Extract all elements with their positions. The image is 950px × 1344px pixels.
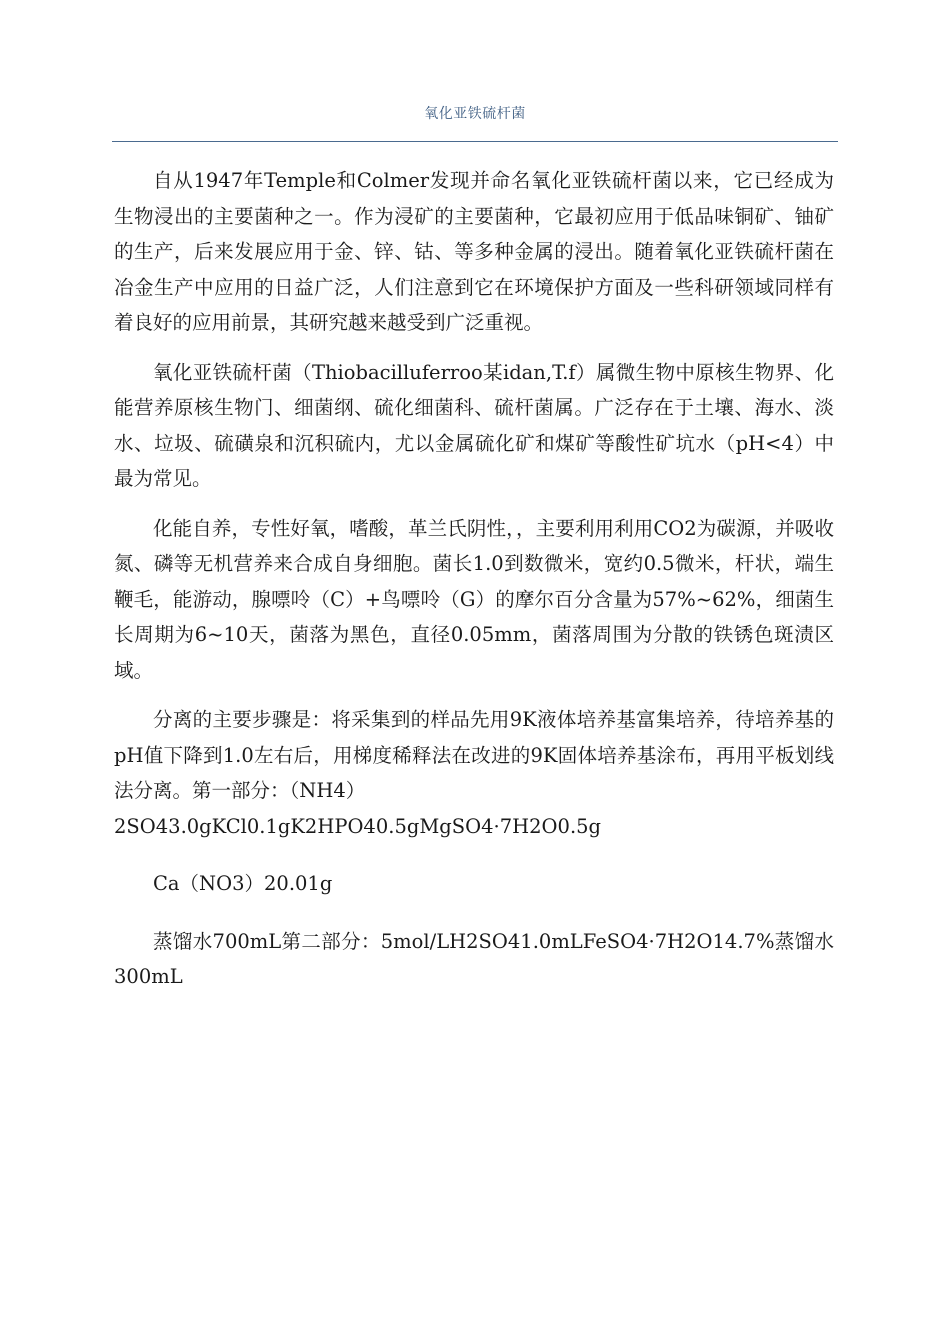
paragraph-isolation-steps: 分离的主要步骤是：将采集到的样品先用9K液体培养基富集培养，待培养基的pH值下降到1.0左右后，用梯度稀释法在改进的9K固体培养基涂布，再用平板划线法分离。第一部分：（NH4） [114, 708, 834, 802]
paragraph-history: 自从1947年Temple和Colmer发现并命名氧化亚铁硫杆菌以来，它已经成为生物浸出的主要菌种之一。作为浸矿的主要菌种，它最初应用于低品味铜矿、铀矿的生产，后来发展应用于金、锌、钴、等多种金属的浸出。随着氧化亚铁硫杆菌在冶金生产中应用的日益广泛，人们注意到它在环境保护方面及一些科研领域同样有着良好的应用前景，其研究越来越受到广泛重视。 [114, 169, 834, 334]
page-header-title: 氧化亚铁硫杆菌 [424, 106, 526, 122]
paragraph-formula-part2: 蒸馏水700mL第二部分：5mol/LH2SO41.0mLFeSO4·7H2O14.7%蒸馏水300mL [114, 929, 834, 988]
paragraph-formula-calcium: Ca（NO3）20.01g [153, 872, 333, 895]
paragraph-classification: 氧化亚铁硫杆菌（Thiobacilluferroo某idan,T.f）属微生物中原核生物界、化能营养原核生物门、细菌纲、硫化细菌科、硫杆菌属。广泛存在于土壤、海水、淡水、垃圾、硫磺泉和沉积硫内，尤以金属硫化矿和煤矿等酸性矿坑水（pH<4）中最为常见。 [114, 360, 834, 490]
paragraph-characteristics: 化能自养，专性好氧，嗜酸，革兰氏阴性，，主要利用利用CO2为碳源，并吸收氮、磷等无机营养来合成自身细胞。菌长1.0到数微米，宽约0.5微米，杆状，端生鞭毛，能游动，腺嘌呤（C）+鸟嘌呤（G）的摩尔百分含量为57%~62%，细菌生长周期为6~10天，菌落为黑色，直径0.05mm，菌落周围为分散的铁锈色斑渍区域。 [114, 516, 834, 682]
paragraph-formula-part1: 2SO43.0gKCl0.1gK2HPO40.5gMgSO4·7H2O0.5g [114, 814, 602, 838]
header-divider [112, 141, 838, 142]
document-body [114, 163, 834, 1009]
